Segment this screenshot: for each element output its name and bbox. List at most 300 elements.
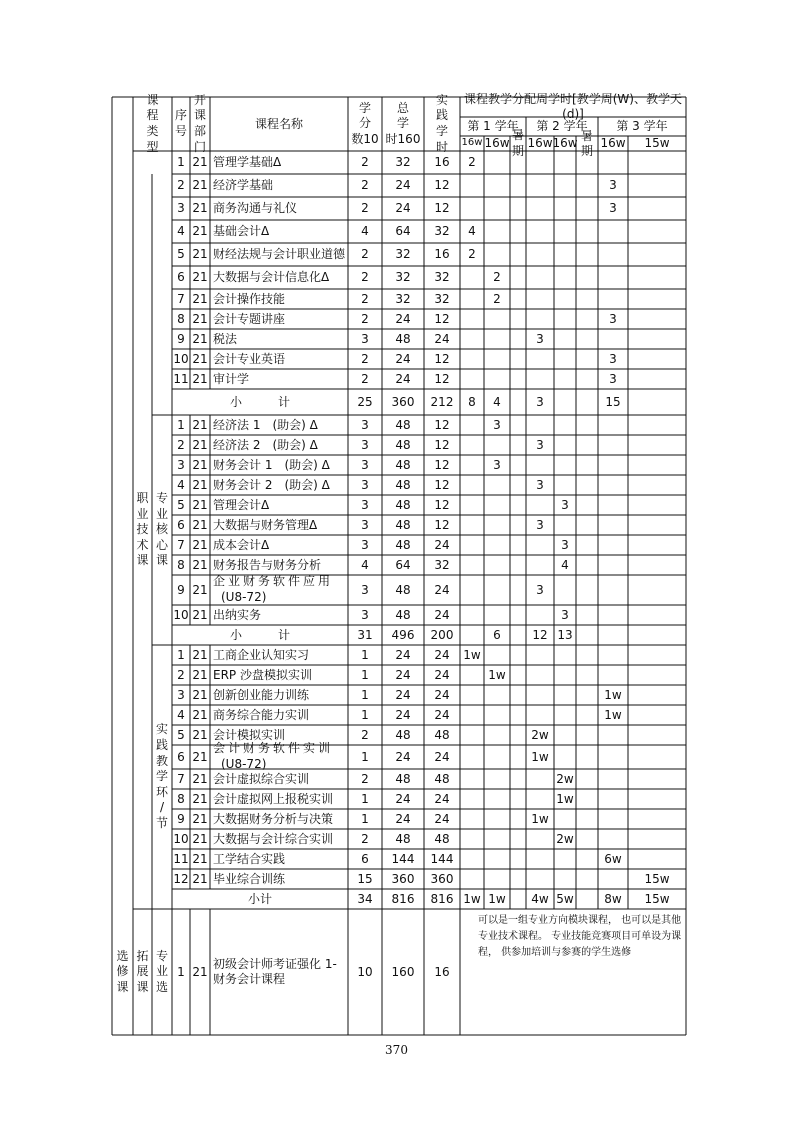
row-total-hours: 496 bbox=[391, 627, 415, 642]
row-credits: 25 bbox=[357, 394, 373, 409]
header-seq: 序 号 bbox=[174, 108, 187, 138]
row-semester-2 bbox=[484, 174, 510, 197]
row-semester-1 bbox=[460, 769, 484, 789]
row-semester-3 bbox=[526, 555, 554, 575]
row-dept: 21 bbox=[192, 831, 208, 846]
category-vocational: 职 业 技 术 课 bbox=[136, 491, 149, 568]
row-practice-hours: 24 bbox=[434, 811, 450, 826]
row-semester-2 bbox=[484, 705, 510, 725]
row-semester-6 bbox=[628, 725, 686, 745]
row-semester-4 bbox=[554, 849, 576, 869]
header-year-3: 第 3 学年 bbox=[616, 119, 668, 133]
row-seq: 8 bbox=[177, 311, 185, 326]
row-seq: 11 bbox=[173, 371, 189, 386]
row-semester-6 bbox=[628, 369, 686, 389]
row-semester-5: 8w bbox=[604, 891, 622, 906]
row-dept: 21 bbox=[192, 557, 208, 572]
row-seq: 5 bbox=[177, 727, 185, 742]
row-semester-1 bbox=[460, 329, 484, 349]
row-practice-hours: 16 bbox=[434, 155, 450, 169]
row-credits: 2 bbox=[361, 727, 369, 742]
row-course-name: 大数据财务分析与决策 bbox=[213, 811, 334, 826]
row-semester-1 bbox=[460, 495, 484, 515]
row-seq: 1 bbox=[177, 647, 185, 662]
row-credits: 3 bbox=[361, 537, 369, 552]
row-semester-4 bbox=[554, 869, 576, 889]
row-semester-4: 3 bbox=[561, 497, 569, 512]
row-semester-1 bbox=[460, 625, 484, 645]
row-semester-2 bbox=[484, 869, 510, 889]
row-semester-6 bbox=[628, 329, 686, 349]
row-total-hours: 32 bbox=[395, 291, 411, 306]
row-semester-1 bbox=[460, 475, 484, 495]
row-semester-3 bbox=[526, 789, 554, 809]
row-semester-6 bbox=[628, 849, 686, 869]
row-semester-6 bbox=[628, 289, 686, 309]
row-semester-6 bbox=[628, 220, 686, 243]
row-semester-2: 2 bbox=[493, 270, 501, 284]
row-dept: 21 bbox=[192, 791, 208, 806]
row-course-name: 经济法 1 (助会) Δ bbox=[213, 417, 318, 432]
row-semester-4 bbox=[554, 266, 576, 289]
row-semester-5 bbox=[598, 829, 628, 849]
row-practice-hours: 16 bbox=[434, 247, 450, 261]
row-semester-2 bbox=[484, 605, 510, 625]
row-course-name: 大数据与财务管理Δ bbox=[213, 517, 318, 532]
row-semester-2 bbox=[484, 809, 510, 829]
row-semester-6 bbox=[628, 197, 686, 220]
row-semester-1: 8 bbox=[468, 394, 476, 409]
row-semester-6 bbox=[628, 769, 686, 789]
row-semester-1 bbox=[460, 829, 484, 849]
row-practice-hours: 12 bbox=[434, 517, 450, 532]
row-semester-1 bbox=[460, 266, 484, 289]
row-semester-3: 3 bbox=[536, 394, 544, 409]
elective-seq: 1 bbox=[177, 964, 185, 979]
row-credits: 3 bbox=[361, 607, 369, 622]
row-semester-4 bbox=[554, 575, 576, 605]
row-semester-6 bbox=[628, 151, 686, 174]
row-semester-3: 4w bbox=[531, 891, 549, 906]
row-total-hours: 144 bbox=[391, 851, 415, 866]
row-semester-3 bbox=[526, 495, 554, 515]
row-credits: 1 bbox=[361, 687, 369, 702]
row-course-name: 税法 bbox=[213, 331, 238, 346]
row-dept: 21 bbox=[192, 270, 208, 284]
row-semester-5 bbox=[598, 555, 628, 575]
row-semester-5 bbox=[598, 665, 628, 685]
row-semester-2 bbox=[484, 369, 510, 389]
row-semester-6 bbox=[628, 266, 686, 289]
row-semester-4: 4 bbox=[561, 557, 569, 572]
row-semester-4 bbox=[554, 197, 576, 220]
row-semester-2 bbox=[484, 575, 510, 605]
course-name-line-2: (U8-72) bbox=[221, 757, 267, 771]
row-semester-2 bbox=[484, 243, 510, 266]
row-total-hours: 48 bbox=[395, 517, 411, 532]
row-semester-5 bbox=[598, 535, 628, 555]
row-credits: 3 bbox=[361, 437, 369, 452]
row-course-name: 会计虚拟综合实训 bbox=[213, 771, 310, 786]
row-credits: 3 bbox=[361, 497, 369, 512]
row-semester-1 bbox=[460, 685, 484, 705]
row-course-name: 大数据与会计综合实训 bbox=[213, 831, 334, 846]
row-semester-3 bbox=[526, 174, 554, 197]
row-semester-2: 3 bbox=[493, 457, 501, 472]
row-semester-4 bbox=[554, 475, 576, 495]
row-dept: 21 bbox=[192, 311, 208, 326]
row-total-hours: 24 bbox=[395, 647, 411, 662]
elective-note: 可以是一组专业方向模块课程， 也可以是其他专业技术课程。 专业技能竞赛项目可单设为课程， 供参加培训与参赛的学生选修 bbox=[478, 915, 682, 958]
row-semester-3: 3 bbox=[536, 517, 544, 532]
row-semester-3 bbox=[526, 151, 554, 174]
row-course-name: 成本会计Δ bbox=[213, 537, 270, 552]
row-dept: 21 bbox=[192, 351, 208, 366]
row-semester-2: 6 bbox=[493, 627, 501, 642]
row-dept: 21 bbox=[192, 537, 208, 552]
row-seq: 7 bbox=[177, 771, 185, 786]
row-practice-hours: 24 bbox=[434, 582, 450, 597]
row-semester-6: 15w bbox=[644, 891, 670, 906]
row-semester-4 bbox=[554, 685, 576, 705]
row-practice-hours: 12 bbox=[434, 351, 450, 366]
row-practice-hours: 12 bbox=[434, 437, 450, 452]
row-practice-hours: 24 bbox=[434, 537, 450, 552]
category-core: 专 业 核 心 课 bbox=[155, 491, 168, 568]
row-semester-1 bbox=[460, 349, 484, 369]
row-practice-hours: 48 bbox=[434, 831, 450, 846]
row-seq: 7 bbox=[177, 537, 185, 552]
row-total-hours: 32 bbox=[395, 247, 411, 261]
row-dept: 21 bbox=[192, 667, 208, 682]
category-major-elective: 专 业 选 bbox=[155, 948, 168, 994]
row-semester-2: 2 bbox=[493, 291, 501, 306]
row-semester-6 bbox=[628, 809, 686, 829]
row-practice-hours: 24 bbox=[434, 749, 450, 764]
row-semester-4 bbox=[554, 515, 576, 535]
page-number: 370 bbox=[385, 1043, 408, 1057]
row-semester-1: 2 bbox=[468, 155, 476, 169]
elective-practice-hours: 16 bbox=[434, 964, 450, 979]
elective-dept: 21 bbox=[192, 964, 208, 979]
row-seq: 4 bbox=[177, 707, 185, 722]
row-total-hours: 360 bbox=[391, 871, 415, 886]
row-dept: 21 bbox=[192, 871, 208, 886]
row-semester-5: 3 bbox=[609, 311, 617, 326]
row-course-name: 会计虚拟网上报税实训 bbox=[213, 791, 334, 806]
row-semester-4 bbox=[554, 329, 576, 349]
row-semester-3: 3 bbox=[536, 331, 544, 346]
row-semester-3: 2w bbox=[531, 727, 549, 742]
row-semester-2 bbox=[484, 309, 510, 329]
row-credits: 3 bbox=[361, 517, 369, 532]
row-total-hours: 48 bbox=[395, 417, 411, 432]
row-semester-1: 4 bbox=[468, 224, 476, 238]
row-semester-4 bbox=[554, 809, 576, 829]
row-semester-4 bbox=[554, 309, 576, 329]
row-dept: 21 bbox=[192, 497, 208, 512]
row-semester-1 bbox=[460, 435, 484, 455]
header-summer-2: 暑期 bbox=[580, 128, 593, 158]
row-total-hours: 24 bbox=[395, 311, 411, 326]
row-semester-2: 4 bbox=[493, 394, 501, 409]
row-credits: 1 bbox=[361, 791, 369, 806]
row-credits: 3 bbox=[361, 331, 369, 346]
row-total-hours: 48 bbox=[395, 437, 411, 452]
row-semester-5 bbox=[598, 415, 628, 435]
row-semester-1 bbox=[460, 555, 484, 575]
header-weeks-2: 16w bbox=[484, 136, 510, 150]
row-semester-5: 15 bbox=[605, 394, 621, 409]
row-course-name: 工商企业认知实习 bbox=[213, 647, 310, 662]
row-semester-2 bbox=[484, 475, 510, 495]
row-seq: 4 bbox=[177, 477, 185, 492]
row-semester-3 bbox=[526, 220, 554, 243]
row-semester-3 bbox=[526, 769, 554, 789]
row-seq: 3 bbox=[177, 457, 185, 472]
row-dept: 21 bbox=[192, 727, 208, 742]
row-seq: 7 bbox=[177, 291, 185, 306]
row-credits: 6 bbox=[361, 851, 369, 866]
row-semester-1 bbox=[460, 309, 484, 329]
row-dept: 21 bbox=[192, 707, 208, 722]
row-total-hours: 24 bbox=[395, 707, 411, 722]
row-semester-5 bbox=[598, 475, 628, 495]
row-dept: 21 bbox=[192, 155, 208, 169]
row-semester-1 bbox=[460, 745, 484, 769]
row-course-name: 工学结合实践 bbox=[213, 851, 286, 866]
row-semester-6 bbox=[628, 605, 686, 625]
row-semester-5 bbox=[598, 645, 628, 665]
row-semester-4 bbox=[554, 455, 576, 475]
row-semester-1 bbox=[460, 515, 484, 535]
row-dept: 21 bbox=[192, 178, 208, 192]
row-semester-3 bbox=[526, 605, 554, 625]
row-credits: 2 bbox=[361, 201, 369, 215]
row-practice-hours: 24 bbox=[434, 667, 450, 682]
row-semester-5 bbox=[598, 329, 628, 349]
row-credits: 2 bbox=[361, 351, 369, 366]
row-semester-4 bbox=[554, 289, 576, 309]
header-weeks-3: 16w bbox=[527, 136, 553, 150]
header-dept: 开 课 部 门 bbox=[193, 92, 206, 154]
row-practice-hours: 12 bbox=[434, 497, 450, 512]
header-weeks-6: 15w bbox=[644, 136, 670, 150]
row-total-hours: 64 bbox=[395, 224, 411, 238]
row-total-hours: 24 bbox=[395, 791, 411, 806]
row-semester-1: 2 bbox=[468, 247, 476, 261]
row-semester-3 bbox=[526, 197, 554, 220]
row-dept: 21 bbox=[192, 647, 208, 662]
row-semester-6 bbox=[628, 685, 686, 705]
row-semester-4 bbox=[554, 645, 576, 665]
row-semester-6 bbox=[628, 535, 686, 555]
row-semester-1 bbox=[460, 289, 484, 309]
row-seq: 1 bbox=[177, 417, 185, 432]
row-dept: 21 bbox=[192, 247, 208, 261]
row-semester-2 bbox=[484, 435, 510, 455]
subtotal-label: 小 计 bbox=[229, 394, 290, 409]
row-semester-2 bbox=[484, 685, 510, 705]
row-semester-1: 1w bbox=[463, 647, 481, 662]
row-credits: 34 bbox=[357, 891, 373, 906]
row-practice-hours: 24 bbox=[434, 331, 450, 346]
row-seq: 5 bbox=[177, 497, 185, 512]
row-course-name: 会计操作技能 bbox=[213, 291, 286, 306]
row-semester-5 bbox=[598, 605, 628, 625]
row-credits: 2 bbox=[361, 311, 369, 326]
row-dept: 21 bbox=[192, 851, 208, 866]
row-practice-hours: 32 bbox=[434, 224, 450, 238]
row-semester-1 bbox=[460, 809, 484, 829]
header-distribution-title: 课程教学分配周学时[教学周(W)、教学天(d)] bbox=[464, 92, 682, 121]
course-name-line-1: 企业财务软件应用 bbox=[213, 574, 334, 589]
row-semester-4 bbox=[554, 705, 576, 725]
row-semester-1 bbox=[460, 415, 484, 435]
row-practice-hours: 32 bbox=[434, 270, 450, 284]
row-course-name: 商务综合能力实训 bbox=[213, 707, 310, 722]
row-course-name: 会计模拟实训 bbox=[213, 727, 286, 742]
row-seq: 9 bbox=[177, 582, 185, 597]
row-semester-5 bbox=[598, 289, 628, 309]
row-credits: 3 bbox=[361, 457, 369, 472]
row-seq: 2 bbox=[177, 437, 185, 452]
row-semester-5: 3 bbox=[609, 371, 617, 386]
row-semester-1 bbox=[460, 575, 484, 605]
row-practice-hours: 24 bbox=[434, 791, 450, 806]
row-total-hours: 48 bbox=[395, 457, 411, 472]
row-dept: 21 bbox=[192, 201, 208, 215]
row-seq: 2 bbox=[177, 178, 185, 192]
row-course-name: 经济法 2 (助会) Δ bbox=[213, 437, 318, 452]
row-semester-5 bbox=[598, 266, 628, 289]
row-seq: 1 bbox=[177, 155, 185, 169]
row-semester-6 bbox=[628, 575, 686, 605]
row-seq: 6 bbox=[177, 517, 185, 532]
row-semester-2 bbox=[484, 849, 510, 869]
row-seq: 10 bbox=[173, 831, 189, 846]
row-credits: 2 bbox=[361, 291, 369, 306]
row-practice-hours: 200 bbox=[430, 627, 454, 642]
row-practice-hours: 24 bbox=[434, 647, 450, 662]
row-semester-2 bbox=[484, 329, 510, 349]
row-semester-1 bbox=[460, 869, 484, 889]
row-credits: 2 bbox=[361, 831, 369, 846]
row-practice-hours: 32 bbox=[434, 291, 450, 306]
row-dept: 21 bbox=[192, 371, 208, 386]
row-credits: 31 bbox=[357, 627, 373, 642]
row-total-hours: 24 bbox=[395, 811, 411, 826]
row-course-name: 财务报告与财务分析 bbox=[213, 557, 322, 572]
row-total-hours: 816 bbox=[391, 891, 415, 906]
row-semester-4 bbox=[554, 243, 576, 266]
row-semester-3 bbox=[526, 829, 554, 849]
row-semester-5: 3 bbox=[609, 201, 617, 215]
row-semester-4: 1w bbox=[556, 791, 574, 806]
row-semester-2 bbox=[484, 769, 510, 789]
header-course-name: 课程名称 bbox=[254, 116, 303, 131]
row-credits: 1 bbox=[361, 749, 369, 764]
row-semester-6 bbox=[628, 495, 686, 515]
row-total-hours: 48 bbox=[395, 771, 411, 786]
row-semester-1 bbox=[460, 665, 484, 685]
row-practice-hours: 360 bbox=[430, 871, 454, 886]
row-semester-1 bbox=[460, 455, 484, 475]
category-extension: 拓 展 课 bbox=[136, 948, 149, 994]
row-semester-3 bbox=[526, 243, 554, 266]
row-course-name: 大数据与会计信息化Δ bbox=[213, 270, 330, 284]
row-course-name: 毕业综合训练 bbox=[213, 871, 286, 886]
row-semester-6 bbox=[628, 745, 686, 769]
row-total-hours: 24 bbox=[395, 371, 411, 386]
row-seq: 12 bbox=[173, 871, 189, 886]
row-course-name: 财务会计 2 (助会) Δ bbox=[213, 477, 330, 492]
row-practice-hours: 12 bbox=[434, 371, 450, 386]
row-total-hours: 24 bbox=[395, 201, 411, 215]
row-semester-2: 1w bbox=[488, 891, 506, 906]
category-elective: 选 修 课 bbox=[116, 948, 129, 994]
row-dept: 21 bbox=[192, 437, 208, 452]
row-course-name: 财经法规与会计职业道德 bbox=[213, 247, 346, 261]
row-semester-3: 3 bbox=[536, 437, 544, 452]
row-semester-3: 1w bbox=[531, 811, 549, 826]
row-semester-4 bbox=[554, 389, 576, 415]
row-seq: 3 bbox=[177, 687, 185, 702]
subtotal-label: 小 计 bbox=[229, 627, 290, 642]
row-semester-6 bbox=[628, 555, 686, 575]
row-total-hours: 48 bbox=[395, 582, 411, 597]
row-semester-2 bbox=[484, 349, 510, 369]
row-semester-5 bbox=[598, 495, 628, 515]
row-semester-6 bbox=[628, 789, 686, 809]
row-practice-hours: 212 bbox=[430, 394, 454, 409]
row-course-name: 管理会计Δ bbox=[213, 497, 270, 512]
row-semester-4 bbox=[554, 415, 576, 435]
row-credits: 2 bbox=[361, 155, 369, 169]
subtotal-label: 小计 bbox=[247, 891, 272, 906]
row-dept: 21 bbox=[192, 811, 208, 826]
row-semester-5 bbox=[598, 769, 628, 789]
row-semester-3 bbox=[526, 849, 554, 869]
row-semester-3 bbox=[526, 415, 554, 435]
elective-course-name: 初级会计师考证强化 1-财务会计课程 bbox=[213, 957, 337, 986]
row-practice-hours: 816 bbox=[430, 891, 454, 906]
row-semester-2 bbox=[484, 495, 510, 515]
row-dept: 21 bbox=[192, 749, 208, 764]
row-semester-2: 1w bbox=[488, 667, 506, 682]
row-semester-4 bbox=[554, 665, 576, 685]
row-semester-5 bbox=[598, 789, 628, 809]
row-credits: 1 bbox=[361, 667, 369, 682]
row-semester-6 bbox=[628, 455, 686, 475]
row-semester-1 bbox=[460, 369, 484, 389]
course-name-wrap bbox=[213, 741, 333, 772]
row-total-hours: 48 bbox=[395, 831, 411, 846]
row-total-hours: 32 bbox=[395, 155, 411, 169]
row-semester-5: 1w bbox=[604, 707, 622, 722]
row-semester-4: 2w bbox=[556, 831, 574, 846]
row-practice-hours: 24 bbox=[434, 707, 450, 722]
row-credits: 2 bbox=[361, 178, 369, 192]
header-weeks-5: 16w bbox=[600, 136, 626, 150]
row-semester-4 bbox=[554, 349, 576, 369]
row-semester-4: 13 bbox=[557, 627, 573, 642]
row-practice-hours: 144 bbox=[430, 851, 454, 866]
row-total-hours: 48 bbox=[395, 331, 411, 346]
row-semester-4: 2w bbox=[556, 771, 574, 786]
row-semester-6 bbox=[628, 665, 686, 685]
row-total-hours: 24 bbox=[395, 749, 411, 764]
